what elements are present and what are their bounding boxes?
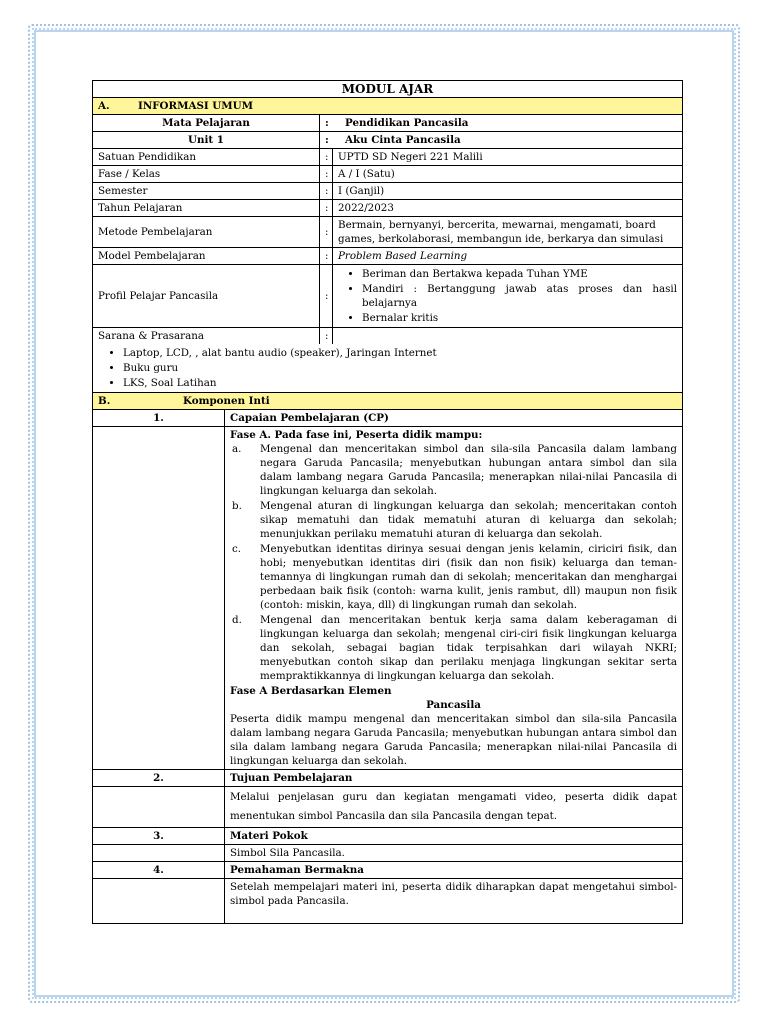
sarana-values: [93, 344, 683, 393]
info-value: 2022/2023: [333, 200, 683, 217]
profil-values: [333, 265, 683, 328]
elemen-heading: Fase A Berdasarkan Elemen: [230, 685, 392, 697]
list-item: • Buku guru: [123, 361, 677, 375]
pemahaman-text: Setelah mempelajari materi ini, peserta didik diharapkan dapat mengetahui simbol-simbol pada Pancasila.: [225, 879, 683, 924]
elemen-title: Pancasila: [426, 699, 481, 711]
mapel-value-cell: [320, 115, 683, 132]
info-value: I (Ganjil): [333, 183, 683, 200]
info-label: Model Pembelajaran: [93, 248, 320, 265]
info-label: Semester: [93, 183, 320, 200]
unit-value: Aku Cinta Pancasila: [345, 134, 461, 146]
mapel-value: Pendidikan Pancasila: [345, 117, 469, 129]
section-b-letter: B.: [98, 395, 111, 407]
list-item: • Mandiri : Bertanggung jawab atas proses dan hasil belajarnya: [362, 282, 677, 310]
section-a-label: INFORMASI UMUM: [138, 100, 254, 112]
mapel-sep: :: [325, 117, 329, 129]
info-sep: :: [320, 200, 333, 217]
info-sep: :: [320, 183, 333, 200]
info-value: UPTD SD Negeri 221 Malili: [333, 149, 683, 166]
cp-heading: Capaian Pembelajaran (CP): [225, 410, 683, 427]
document-title: MODUL AJAR: [93, 81, 683, 98]
point-marker: c.: [232, 543, 242, 555]
materi-number: 3.: [93, 828, 225, 845]
info-label: Satuan Pendidikan: [93, 149, 320, 166]
unit-value-cell: [320, 132, 683, 149]
sarana-list: [98, 346, 677, 390]
list-item: • LKS, Soal Latihan: [123, 376, 677, 390]
list-item: • Beriman dan Bertakwa kepada Tuhan YME: [362, 267, 677, 281]
cp-number: 1.: [93, 410, 225, 427]
info-sep: :: [320, 217, 333, 248]
cp-points: [230, 442, 677, 683]
sarana-label: Sarana & Prasarana: [93, 328, 320, 345]
section-a-letter: A.: [98, 100, 110, 112]
info-value: Problem Based Learning: [333, 248, 683, 265]
point-text: Mengenal dan menceritakan bentuk kerja sama dalam keberagaman di lingkungan keluarga dan sekolah; mengenal ciri-ciri fisik lingkungan keluarga dan sekolah, sebagai bagian tidak terpisahkan dari wilayah NKRI; menyebutkan contoh sikap dan perilaku menjaga lingkungan sekitar serta mempraktikkannya di lingkungan keluarga dan sekolah.: [260, 614, 677, 682]
cp-fase: Fase A. Pada fase ini, Peserta didik mampu:: [230, 429, 483, 441]
info-label: Fase / Kelas: [93, 166, 320, 183]
profil-list: [338, 267, 677, 325]
point-marker: a.: [232, 443, 242, 455]
info-label: Tahun Pelajaran: [93, 200, 320, 217]
info-sep: :: [320, 248, 333, 265]
point-marker: b.: [232, 500, 242, 512]
pemahaman-heading: Pemahaman Bermakna: [225, 862, 683, 879]
tujuan-number: 2.: [93, 770, 225, 787]
section-a-header: [93, 98, 683, 115]
materi-heading: Materi Pokok: [225, 828, 683, 845]
info-label: Metode Pembelajaran: [93, 217, 320, 248]
pemahaman-number: 4.: [93, 862, 225, 879]
mapel-label: Mata Pelajaran: [93, 115, 320, 132]
profil-label: Profil Pelajar Pancasila: [93, 265, 320, 328]
tujuan-text: Melalui penjelasan guru dan kegiatan mengamati video, peserta didik dapat menentukan simbol Pancasila dan sila Pancasila dengan tepat.: [225, 787, 683, 828]
list-item: [230, 613, 677, 683]
section-b-label: Komponen Inti: [183, 395, 270, 407]
info-sep: :: [320, 149, 333, 166]
list-item: [230, 542, 677, 612]
cp-content: [225, 427, 683, 770]
unit-sep: :: [325, 134, 329, 146]
info-value: Bermain, bernyanyi, bercerita, mewarnai, mengamati, board games, berkolaborasi, membangun ide, berkarya dan simulasi: [333, 217, 683, 248]
unit-label: Unit 1: [93, 132, 320, 149]
info-value: A / I (Satu): [333, 166, 683, 183]
materi-text: Simbol Sila Pancasila.: [225, 845, 683, 862]
info-sep: :: [320, 166, 333, 183]
list-item: [230, 499, 677, 541]
point-text: Mengenal aturan di lingkungan keluarga dan sekolah; menceritakan contoh sikap mematuhi dan tidak mematuhi aturan di keluarga dan sekolah; menunjukkan perilaku mematuhi aturan di keluarga dan sekolah.: [260, 500, 677, 540]
section-b-header: [93, 393, 683, 410]
point-text: Menyebutkan identitas dirinya sesuai dengan jenis kelamin, ciriciri fisik, dan hobi; menyebutkan identitas diri (fisik dan non fisik) keluarga dan teman-temannya di lingkungan rumah dan di sekolah; menceritakan dan menghargai perbedaan baik fisik (contoh: warna kulit, jenis rambut, dll) maupun non fisik (contoh: miskin, kaya, dll) di lingkungan rumah dan sekolah.: [260, 543, 677, 611]
point-text: Mengenal dan menceritakan simbol dan sila-sila Pancasila dalam lambang negara Garuda Pancasila; menyebutkan hubungan antara simbol dan sila dalam lambang negara Garuda Pancasila; menerapkan nilai-nilai Pancasila di lingkungan keluarga dan sekolah.: [260, 443, 677, 497]
point-marker: d.: [232, 614, 242, 626]
modul-ajar-table: [92, 80, 683, 924]
sarana-sep: :: [320, 328, 333, 345]
list-item: [230, 442, 677, 498]
list-item: • Bernalar kritis: [362, 311, 677, 325]
list-item: • Laptop, LCD, , alat bantu audio (speaker), Jaringan Internet: [123, 346, 677, 360]
profil-sep: :: [320, 265, 333, 328]
tujuan-heading: Tujuan Pembelajaran: [225, 770, 683, 787]
elemen-text: Peserta didik mampu mengenal dan menceritakan simbol dan sila-sila Pancasila dalam lambang negara Garuda Pancasila; menyebutkan hubungan antara simbol dan sila dalam lambang negara Garuda Pancasila; menerapkan nilai-nilai Pancasila di lingkungan keluarga dan sekolah.: [230, 713, 677, 767]
